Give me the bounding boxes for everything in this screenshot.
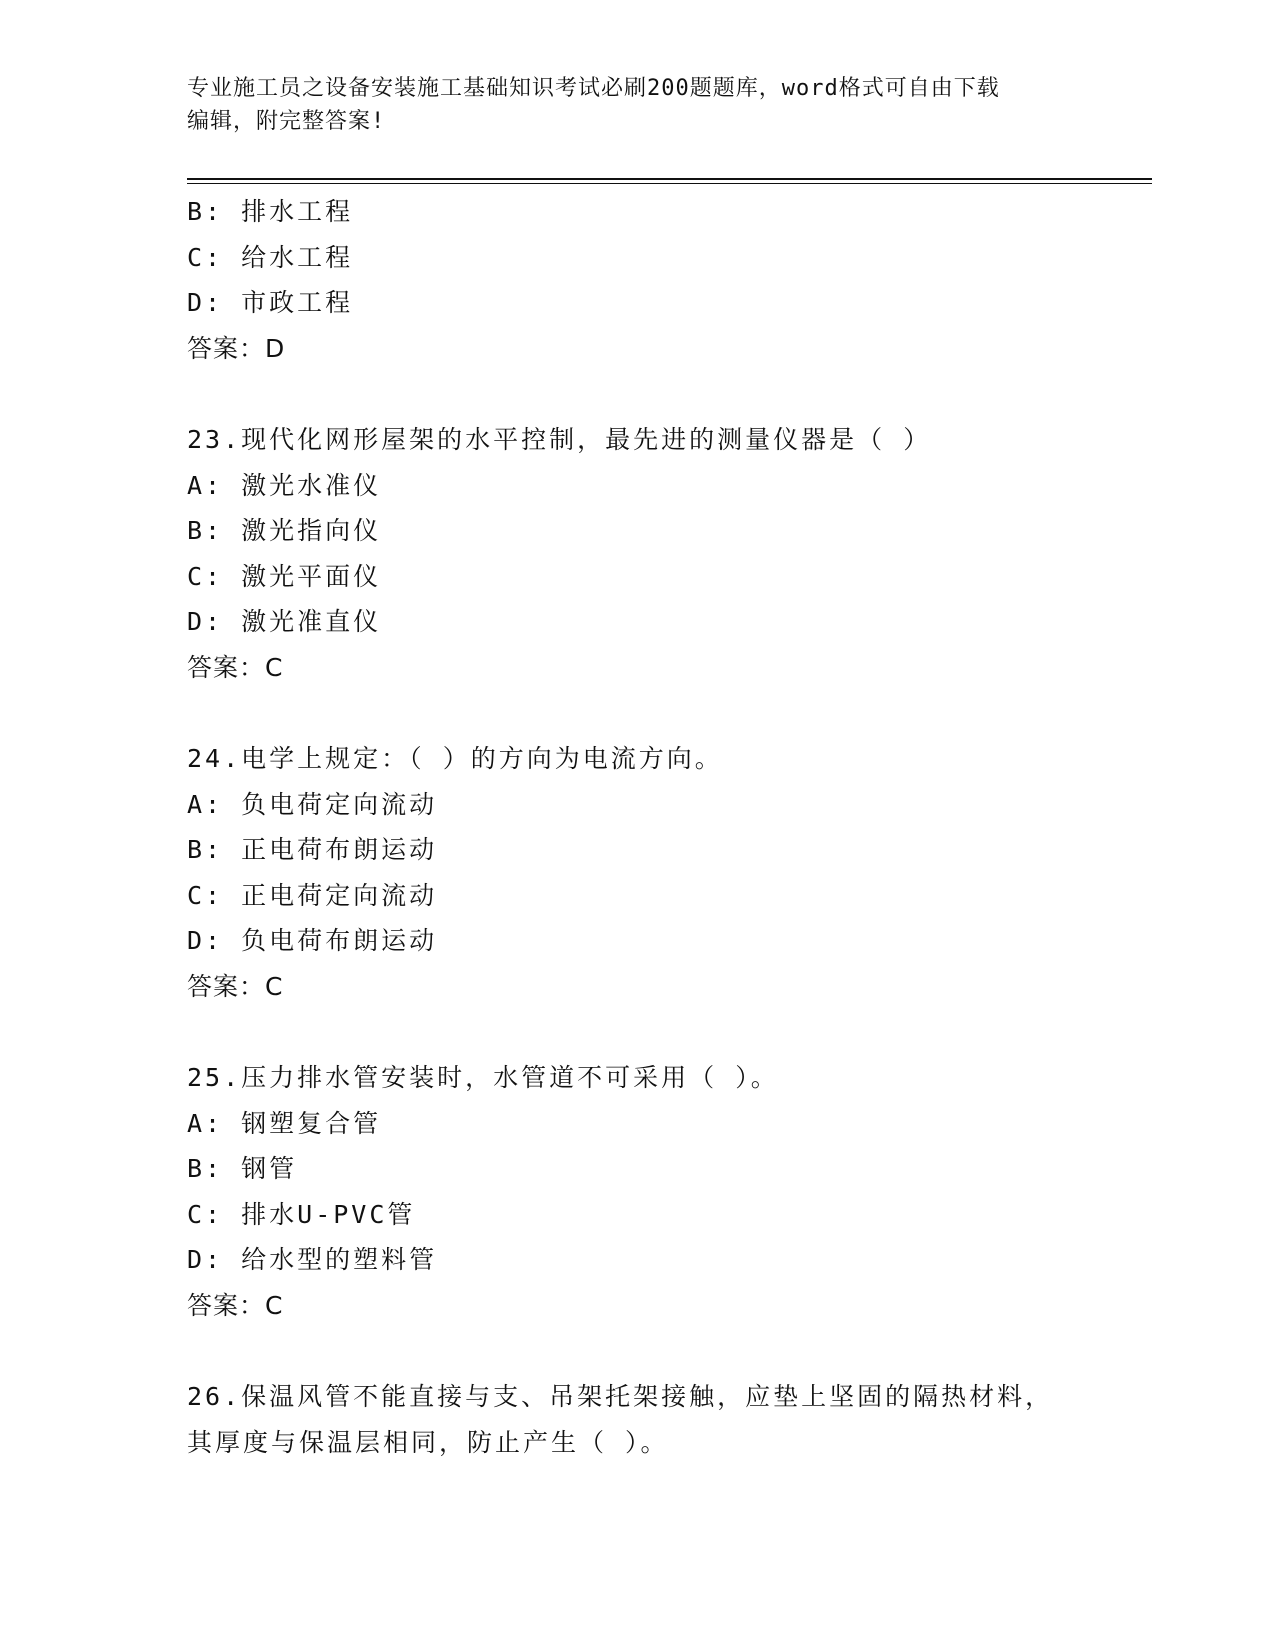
option-a: A: 激光水准仪 bbox=[187, 470, 382, 500]
option-a: A: 负电荷定向流动 bbox=[187, 789, 438, 819]
option-d: D: 激光准直仪 bbox=[187, 607, 382, 636]
answer: 答案：C bbox=[187, 1290, 284, 1320]
option-a: A: 钢塑复合管 bbox=[187, 1108, 382, 1138]
question-26 bbox=[187, 1374, 1152, 1465]
question-stem: 24.电学上规定：（ ）的方向为电流方向。 bbox=[187, 744, 723, 773]
option-c: C: 激光平面仪 bbox=[187, 561, 382, 591]
question-stem-line-1: 26.保温风管不能直接与支、吊架托架接触，应垫上坚固的隔热材料， bbox=[187, 1382, 1054, 1411]
answer: 答案：C bbox=[187, 652, 284, 682]
header-divider-thick bbox=[187, 178, 1152, 180]
spacer bbox=[187, 690, 1152, 736]
question-stem: 23.现代化网形屋架的水平控制，最先进的测量仪器是（ ） bbox=[187, 425, 932, 454]
page-header bbox=[187, 72, 1087, 138]
option-c: C: 给水工程 bbox=[187, 242, 354, 272]
header-title-line-1: 专业施工员之设备安装施工基础知识考试必刷200题题库，word格式可自由下载 bbox=[187, 76, 1000, 101]
question-stem-line-2: 其厚度与保温层相同，防止产生（ ）。 bbox=[187, 1427, 669, 1457]
option-d: D: 市政工程 bbox=[187, 288, 354, 317]
option-b: B: 正电荷布朗运动 bbox=[187, 835, 438, 864]
spacer bbox=[187, 371, 1152, 417]
option-b: B: 钢管 bbox=[187, 1154, 298, 1183]
option-d: D: 给水型的塑料管 bbox=[187, 1245, 438, 1274]
question-24 bbox=[187, 736, 1152, 1009]
answer: 答案：C bbox=[187, 971, 284, 1001]
header-title-line-2: 编辑，附完整答案! bbox=[187, 109, 386, 134]
header-divider-thin bbox=[187, 183, 1152, 184]
option-c: C: 正电荷定向流动 bbox=[187, 880, 438, 910]
spacer bbox=[187, 1328, 1152, 1374]
question-23 bbox=[187, 417, 1152, 690]
question-25 bbox=[187, 1055, 1152, 1328]
answer: 答案：D bbox=[187, 333, 286, 363]
option-b: B: 排水工程 bbox=[187, 197, 354, 226]
option-d: D: 负电荷布朗运动 bbox=[187, 926, 438, 955]
option-b: B: 激光指向仪 bbox=[187, 516, 382, 545]
option-c: C: 排水U-PVC管 bbox=[187, 1199, 416, 1229]
spacer bbox=[187, 1009, 1152, 1055]
question-list bbox=[187, 189, 1152, 1465]
question-22-continued bbox=[187, 189, 1152, 371]
question-stem: 25.压力排水管安装时，水管道不可采用（ ）。 bbox=[187, 1063, 779, 1092]
